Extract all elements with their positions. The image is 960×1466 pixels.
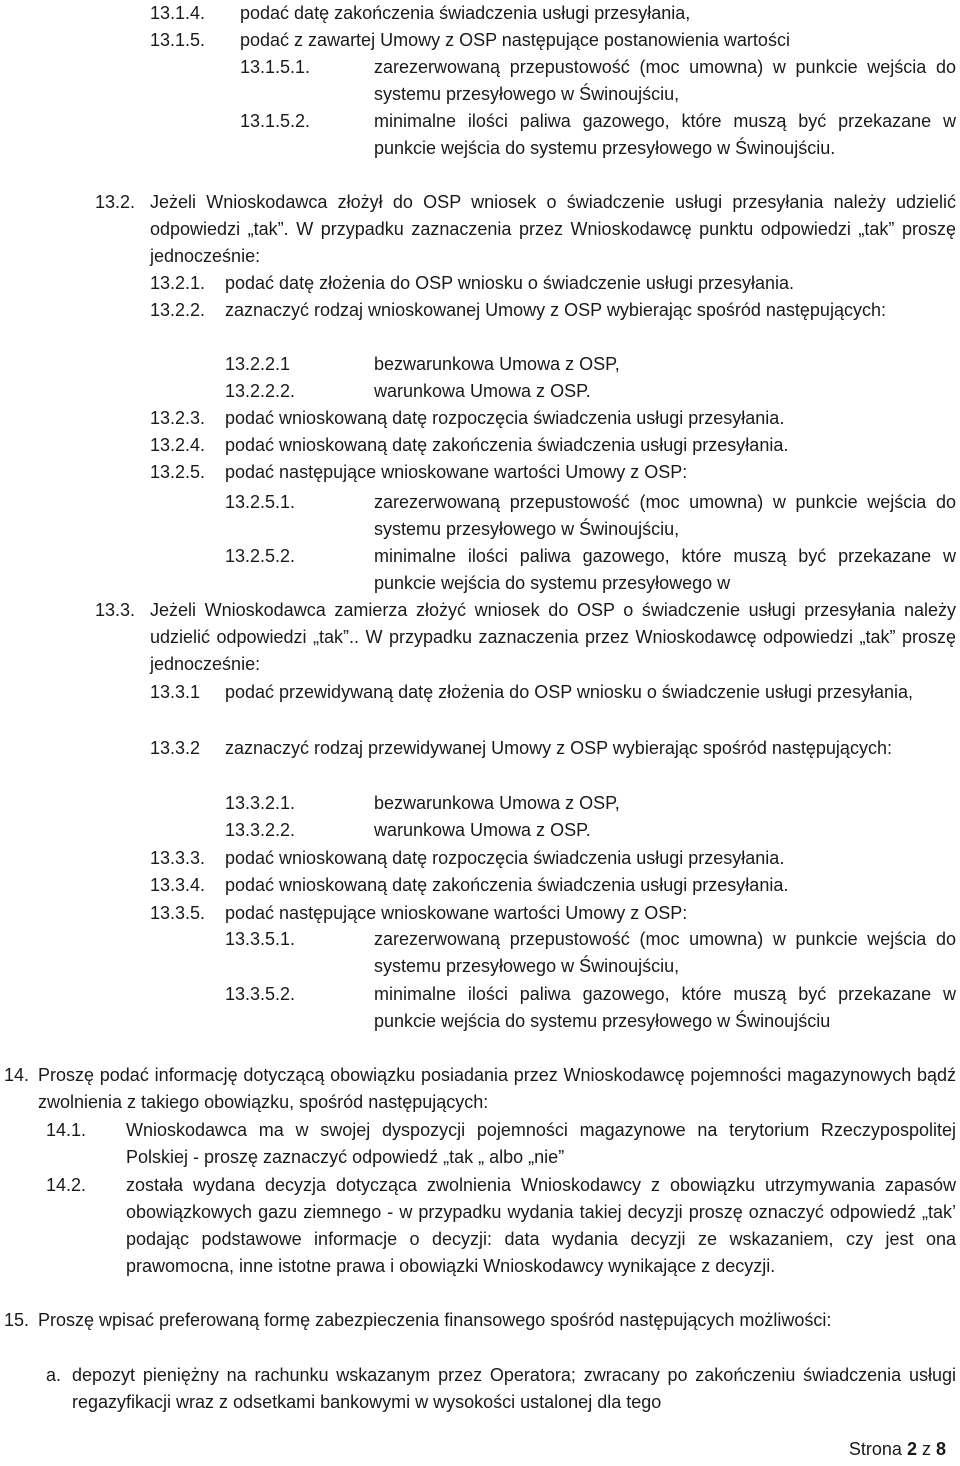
list-item (150, 405, 956, 432)
list-item (240, 54, 956, 108)
list-item (46, 1362, 956, 1416)
item-number: 14.2. (46, 1175, 87, 1195)
item-number: 13.2.4. (150, 435, 206, 455)
item-text: Proszę podać informację dotyczącą obowiązku posiadania przez Wnioskodawcę pojemności magazynowych bądź zwolnienia z takiego obowiązku, spośród następujących: (38, 1065, 956, 1112)
item-text: zarezerwowaną przepustowość (moc umowna) w punkcie wejścia do systemu przesyłowego w Świnoujściu, (374, 492, 956, 539)
list-item (150, 297, 956, 324)
item-text: bezwarunkowa Umowa z OSP, (374, 793, 620, 813)
list-item (150, 679, 956, 706)
item-text: została wydana decyzja dotycząca zwolnienia Wnioskodawcy z obowiązku utrzymywania zapasów obowiązkowych gazu ziemnego - w przypadku wydania takiej decyzji proszę oznaczyć odpowiedź „tak’ podając podstawowe informacje o decyzji: data wydania decyzji ze wskazaniem, czy jest ona prawomocna, inne istotne prawa i obowiązki Wnioskodawcy wynikające z decyzji. (126, 1175, 956, 1276)
list-item (46, 1117, 956, 1171)
list-item (225, 926, 956, 980)
item-text: podać datę złożenia do OSP wniosku o świadczenie usługi przesyłania. (225, 273, 795, 293)
item-text: podać datę zakończenia świadczenia usługi przesyłania, (240, 3, 691, 23)
item-number: 13.1.4. (150, 3, 206, 23)
item-text: zaznaczyć rodzaj wnioskowanej Umowy z OSP wybierając spośród następujących: (225, 300, 886, 320)
list-item (225, 790, 956, 817)
page-footer (849, 1436, 946, 1463)
item-number: 13.1.5. (150, 30, 206, 50)
item-text: warunkowa Umowa z OSP. (374, 381, 591, 401)
item-text: podać wnioskowaną datę zakończenia świadczenia usługi przesyłania. (225, 875, 789, 895)
item-text: Jeżeli Wnioskodawca zamierza złożyć wniosek do OSP o świadczenie usługi przesyłania należy udzielić odpowiedzi „tak”.. W przypadku zaznaczenia przez Wnioskodawcę odpowiedzi „tak” proszę jednocześnie: (150, 600, 956, 674)
list-item (225, 817, 956, 844)
item-text: bezwarunkowa Umowa z OSP, (374, 354, 620, 374)
item-number: 13.2.1. (150, 273, 206, 293)
item-text: podać wnioskowaną datę rozpoczęcia świadczenia usługi przesyłania. (225, 408, 785, 428)
item-number: 13.1.5.2. (240, 111, 311, 131)
item-number: 13.2.5. (150, 462, 206, 482)
list-item (150, 270, 956, 297)
list-item (95, 189, 956, 270)
item-number: 13.1.5.1. (240, 57, 311, 77)
item-text: Wnioskodawca ma w swojej dyspozycji pojemności magazynowe na terytorium Rzeczypospolitej Polskiej - proszę zaznaczyć odpowiedź „tak „ albo „nie” (126, 1120, 956, 1167)
item-text: podać następujące wnioskowane wartości Umowy z OSP: (225, 903, 688, 923)
list-item (225, 981, 956, 1035)
item-number: 13.3.5.2. (225, 984, 296, 1004)
item-text: Jeżeli Wnioskodawca złożył do OSP wniosek o świadczenie usługi przesyłania należy udzielić odpowiedzi „tak”. W przypadku zaznaczenia przez Wnioskodawcę punktu odpowiedzi „tak” proszę jednocześnie: (150, 192, 956, 266)
item-number: 13.3.2.1. (225, 793, 296, 813)
item-text: podać wnioskowaną datę zakończenia świadczenia usługi przesyłania. (225, 435, 789, 455)
item-number: 13.3.2.2. (225, 820, 296, 840)
list-item (46, 1172, 956, 1280)
item-number: 13.3.5.1. (225, 929, 296, 949)
footer-total-pages: 8 (935, 1439, 946, 1459)
list-item (150, 459, 956, 486)
list-item (150, 432, 956, 459)
footer-prefix: Strona (848, 1439, 907, 1459)
list-item (150, 845, 956, 872)
list-item (150, 900, 956, 927)
item-text: podać następujące wnioskowane wartości Umowy z OSP: (225, 462, 688, 482)
list-item (240, 108, 956, 162)
list-item (225, 378, 956, 405)
item-number: 13.2. (95, 192, 136, 212)
item-number: 13.2.3. (150, 408, 206, 428)
item-number: 13.2.2.2. (225, 381, 296, 401)
item-number: 13.3.2 (150, 738, 201, 758)
item-number: 14. (4, 1065, 30, 1085)
list-item (225, 489, 956, 543)
item-text: zarezerwowaną przepustowość (moc umowna) w punkcie wejścia do systemu przesyłowego w Świnoujściu, (374, 929, 956, 976)
item-number: 13.3.4. (150, 875, 206, 895)
item-number: 13.3.3. (150, 848, 206, 868)
item-number: 15. (4, 1310, 30, 1330)
item-number: 13.2.2. (150, 300, 206, 320)
item-text: minimalne ilości paliwa gazowego, które muszą być przekazane w punkcie wejścia do systemu przesyłowego w (374, 546, 956, 593)
item-text: podać wnioskowaną datę rozpoczęcia świadczenia usługi przesyłania. (225, 848, 785, 868)
item-number: 13.3.1 (150, 682, 201, 702)
item-text: zarezerwowaną przepustowość (moc umowna) w punkcie wejścia do systemu przesyłowego w Świnoujściu, (374, 57, 956, 104)
list-item (150, 0, 946, 27)
list-item (4, 1307, 956, 1334)
item-text: minimalne ilości paliwa gazowego, które muszą być przekazane w punkcie wejścia do systemu przesyłowego w Świnoujściu. (374, 111, 956, 158)
item-number: 13.2.5.1. (225, 492, 296, 512)
list-item (95, 597, 956, 678)
list-item (225, 351, 956, 378)
item-text: podać z zawartej Umowy z OSP następujące postanowienia wartości (240, 30, 790, 50)
item-text: zaznaczyć rodzaj przewidywanej Umowy z OSP wybierając spośród następujących: (225, 738, 892, 758)
item-number: 13.2.2.1 (225, 354, 291, 374)
item-number: 13.3. (95, 600, 136, 620)
item-text: depozyt pieniężny na rachunku wskazanym przez Operatora; zwracany po zakończeniu świadczenia usługi regazyfikacji wraz z odsetkami bankowymi w wysokości ustalonej dla tego (72, 1365, 956, 1412)
item-number: a. (46, 1365, 62, 1385)
item-text: minimalne ilości paliwa gazowego, które muszą być przekazane w punkcie wejścia do systemu przesyłowego w Świnoujściu (374, 984, 956, 1031)
list-item (4, 1062, 956, 1116)
item-number: 13.2.5.2. (225, 546, 296, 566)
item-number: 14.1. (46, 1120, 87, 1140)
item-text: podać przewidywaną datę złożenia do OSP wniosku o świadczenie usługi przesyłania, (225, 682, 914, 702)
footer-current-page: 2 (906, 1439, 917, 1459)
list-item (225, 543, 956, 597)
footer-middle: z (916, 1439, 936, 1459)
item-text: Proszę wpisać preferowaną formę zabezpieczenia finansowego spośród następujących możliwości: (38, 1310, 832, 1330)
item-text: warunkowa Umowa z OSP. (374, 820, 591, 840)
item-number: 13.3.5. (150, 903, 206, 923)
list-item (150, 872, 956, 899)
list-item (150, 735, 956, 762)
list-item (150, 27, 946, 54)
